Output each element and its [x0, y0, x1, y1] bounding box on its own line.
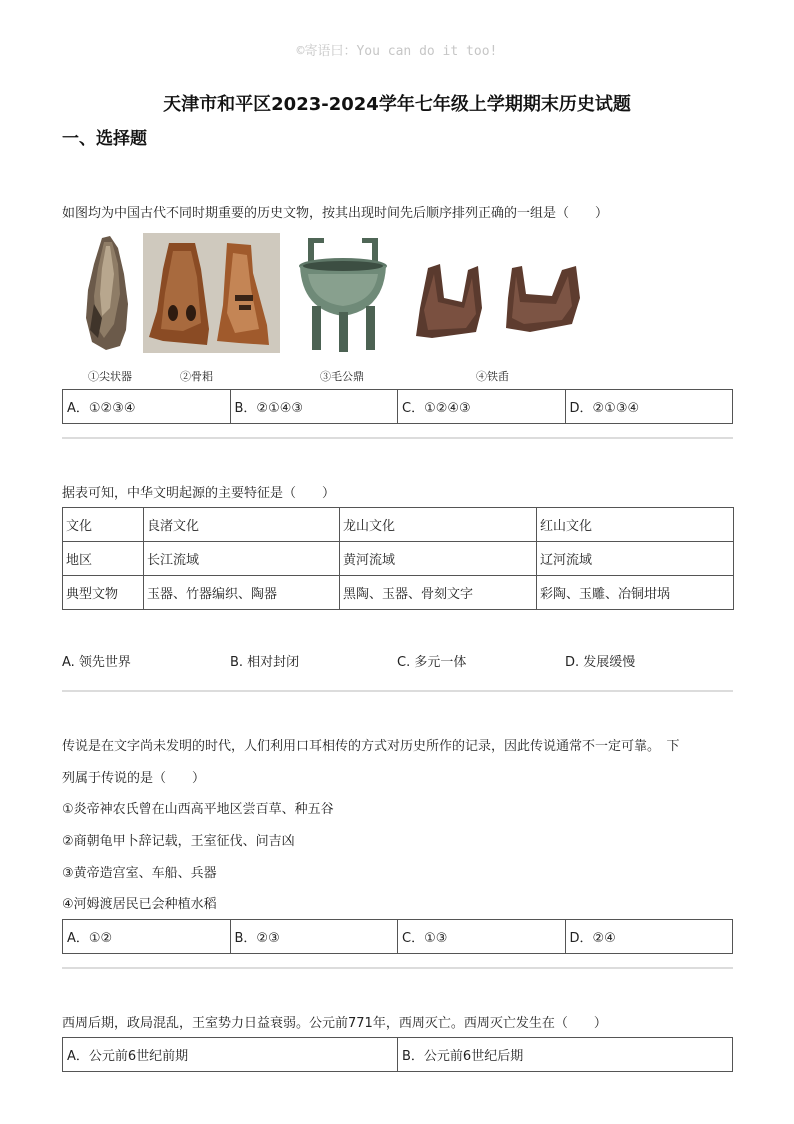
q3-options: [62, 919, 733, 954]
q3-stem-line-2: 列属于传说的是（ ）: [62, 771, 206, 786]
q2-option-d[interactable]: D. 发展缓慢: [565, 655, 636, 670]
q4-option-a[interactable]: A．公元前6世纪前期: [63, 1038, 398, 1072]
q3-option-a[interactable]: A．①②: [63, 920, 231, 954]
caption-1: ①尖状器: [88, 370, 132, 383]
q1-option-d[interactable]: D．②①③④: [565, 390, 733, 424]
caption-2: ②骨耜: [180, 370, 213, 383]
artifact-bronze-ding-image: [296, 234, 390, 354]
artifact-iron-spade-image: [412, 258, 588, 344]
page-title: 天津市和平区2023-2024学年七年级上学期期末历史试题: [163, 94, 631, 115]
section-heading: 一、选择题: [62, 129, 147, 149]
table-cell: 良渚文化: [144, 508, 340, 542]
table-cell: 红山文化: [537, 508, 734, 542]
q2-options: [62, 651, 733, 669]
q1-option-b[interactable]: B．②①④③: [230, 390, 398, 424]
caption-3: ③毛公鼎: [320, 370, 364, 383]
q2-option-c[interactable]: C. 多元一体: [397, 655, 467, 670]
table-cell: 地区: [63, 542, 144, 576]
q2-option-a[interactable]: A. 领先世界: [62, 655, 131, 670]
q3-item-3: ③黄帝造宫室、车船、兵器: [62, 866, 217, 881]
table-cell: 彩陶、玉雕、冶铜坩埚: [537, 576, 734, 610]
q4-stem: 西周后期，政局混乱，王室势力日益衰弱。公元前771年，西周灭亡。西周灭亡发生在（ ）: [62, 1016, 607, 1031]
q3-option-c[interactable]: C．①③: [398, 920, 566, 954]
table-cell: 黄河流域: [340, 542, 537, 576]
q3-item-2: ②商朝龟甲卜辞记载，王室征伐、问吉凶: [62, 834, 295, 849]
q3-item-1: ①炎帝神农氏曾在山西高平地区尝百草、种五谷: [62, 802, 334, 817]
table-row: [63, 542, 734, 576]
q3-item-4: ④河姆渡居民已会种植水稻: [62, 897, 217, 912]
q4-options: [62, 1037, 733, 1072]
table-cell: 文化: [63, 508, 144, 542]
q3-option-d[interactable]: D．②④: [565, 920, 733, 954]
q2-option-b[interactable]: B. 相对封闭: [230, 655, 300, 670]
caption-4: ④铁臿: [476, 370, 509, 383]
table-row: [63, 508, 734, 542]
divider: [62, 967, 733, 969]
q1-stem: 如图均为中国古代不同时期重要的历史文物，按其出现时间先后顺序排列正确的一组是（ ）: [62, 206, 609, 221]
q4-option-b[interactable]: B．公元前6世纪后期: [398, 1038, 733, 1072]
table-cell: 玉器、竹器编织、陶器: [144, 576, 340, 610]
table-cell: 辽河流域: [537, 542, 734, 576]
q1-option-a[interactable]: A．①②③④: [63, 390, 231, 424]
q2-culture-table: [62, 507, 734, 610]
q1-options: [62, 389, 733, 424]
artifact-bone-spade-image: [143, 233, 280, 353]
q1-option-c[interactable]: C．①②④③: [398, 390, 566, 424]
divider: [62, 690, 733, 692]
q2-stem: 据表可知，中华文明起源的主要特征是（ ）: [62, 486, 336, 501]
table-cell: 黑陶、玉器、骨刻文字: [340, 576, 537, 610]
q3-stem-line-1: 传说是在文字尚未发明的时代，人们利用口耳相传的方式对历史所作的记录，因此传说通常不一定可靠。 下: [62, 739, 680, 754]
q3-option-b[interactable]: B．②③: [230, 920, 398, 954]
table-cell: 龙山文化: [340, 508, 537, 542]
watermark: ©寄语曰：You can do it too!: [296, 44, 498, 59]
artifact-pointed-tool-image: [80, 234, 136, 354]
table-row: [63, 576, 734, 610]
divider: [62, 437, 733, 439]
table-cell: 典型文物: [63, 576, 144, 610]
table-cell: 长江流域: [144, 542, 340, 576]
